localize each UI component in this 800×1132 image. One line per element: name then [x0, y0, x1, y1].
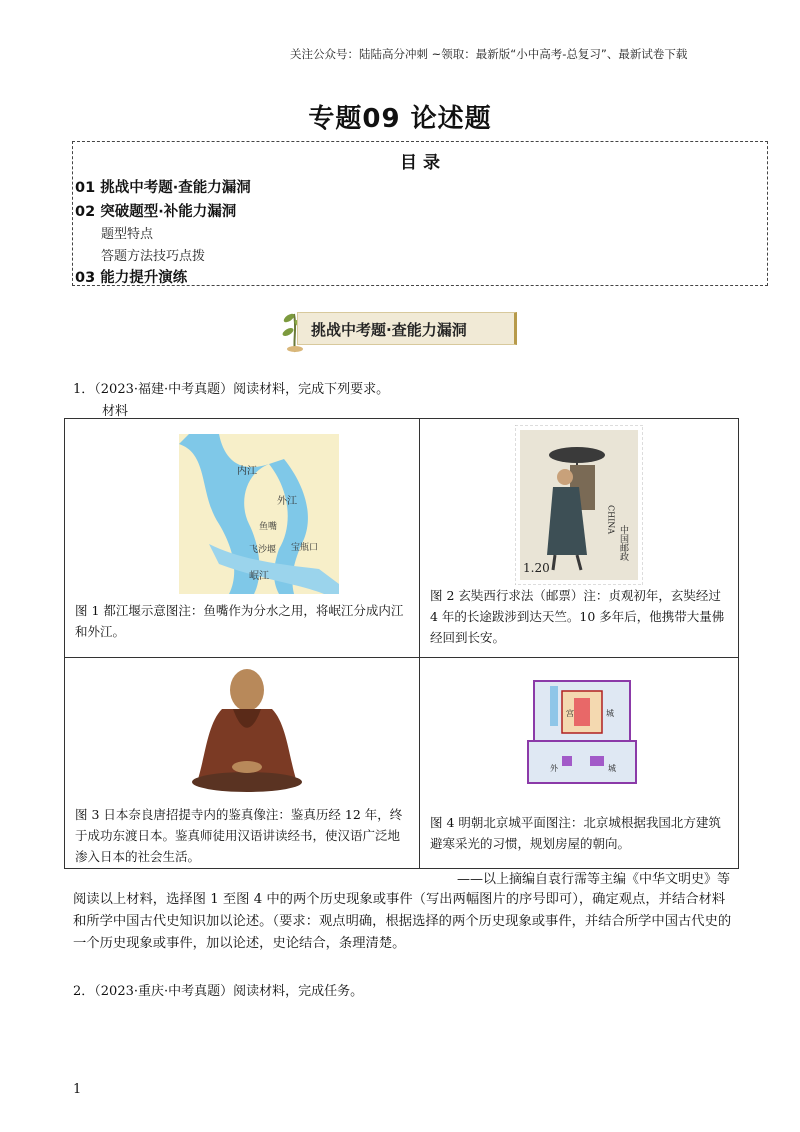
jianzhen-statue	[187, 664, 307, 794]
figure-4-caption: 图 4 明朝北京城平面图注：北京城根据我国北方建筑避寒采光的习惯，规划房屋的朝向。	[430, 815, 721, 851]
toc-item-2[interactable]: 02 突破题型·补能力漏洞	[75, 204, 237, 220]
map-label-fish-mouth: 鱼嘴	[259, 522, 278, 532]
map-label-feisha-weir: 飞沙堰	[249, 545, 277, 555]
toc-item-1[interactable]: 01 挑战中考题·查能力漏洞	[75, 180, 251, 196]
map-label-min-river: 岷江	[249, 571, 269, 582]
section-banner	[275, 306, 520, 352]
banner-label: 挑战中考题·查能力漏洞	[311, 321, 467, 339]
map-label-inner-city: 城	[606, 709, 614, 718]
source-note: ——以上摘编自袁行霈等主编《中华文明史》等	[456, 872, 730, 887]
beijing-map	[522, 676, 642, 788]
toc-subitem-2[interactable]: 答题方法技巧点拨	[101, 249, 206, 264]
material-label: 材料	[102, 404, 129, 419]
toc-heading: 目 录	[400, 153, 440, 173]
map-label-outer-city-2: 城	[608, 764, 616, 773]
map-label-baoping: 宝瓶口	[291, 543, 319, 553]
figure-4-cell	[420, 658, 738, 868]
map-label-outer-river: 外江	[277, 496, 297, 507]
toc-subitem-1[interactable]: 题型特点	[101, 227, 154, 242]
figure-1-caption: 图 1 都江堰示意图注：鱼嘴作为分水之用，将岷江分成内江和外江。	[75, 603, 404, 639]
question-2-intro: 2．（2023·重庆·中考真题）阅读材料，完成任务。	[73, 984, 364, 999]
figure-2-cell	[420, 419, 738, 657]
stamp-country: 中国邮政	[618, 525, 628, 561]
toc-item-3[interactable]: 03 能力提升演练	[75, 270, 188, 286]
page-number: 1	[73, 1082, 82, 1097]
header-note: 关注公众号：陆陆高分冲刺 ~领取：最新版“小中高考-总复习”、最新试卷下载	[290, 47, 688, 61]
map-label-palace: 宫	[566, 709, 574, 718]
figure-1-cell	[65, 419, 419, 657]
dujiangyan-map	[179, 434, 339, 594]
question-1-requirement: 阅读以上材料，选择图 1 至图 4 中的两个历史现象或事件（写出两幅图片的序号即可），确定观点，并结合材料和所学中国古代史知识加以论述。（要求：观点明确，根据选择的两个历史现象或事件，并结合所学中国古代史的一个历史现象或事件，加以论述，史论结合，条理清楚。	[73, 892, 732, 951]
table-of-contents	[72, 141, 768, 286]
figure-table	[64, 418, 739, 869]
map-label-inner-river: 内江	[237, 466, 257, 477]
xuanzang-stamp	[515, 425, 643, 585]
figure-3-cell	[65, 658, 419, 868]
question-1-intro: 1．（2023·福建·中考真题）阅读材料，完成下列要求。	[73, 382, 390, 397]
figure-3-caption: 图 3 日本奈良唐招提寺内的鉴真像注：鉴真历经 12 年，终于成功东渡日本。鉴真师徒用汉语讲读经书，使汉语广泛地渗入日本的社会生活。	[75, 807, 403, 864]
stamp-value: 1.20	[523, 561, 550, 575]
map-label-outer-city: 外	[550, 764, 558, 773]
page-title: 专题09 论述题	[308, 104, 492, 134]
figure-2-caption: 图 2 玄奘西行求法（邮票）注：贞观初年，玄奘经过 4 年的长途跋涉到达天竺。10 多年后，他携带大量佛经回到长安。	[430, 588, 725, 645]
stamp-latin: CHINA	[606, 505, 616, 535]
